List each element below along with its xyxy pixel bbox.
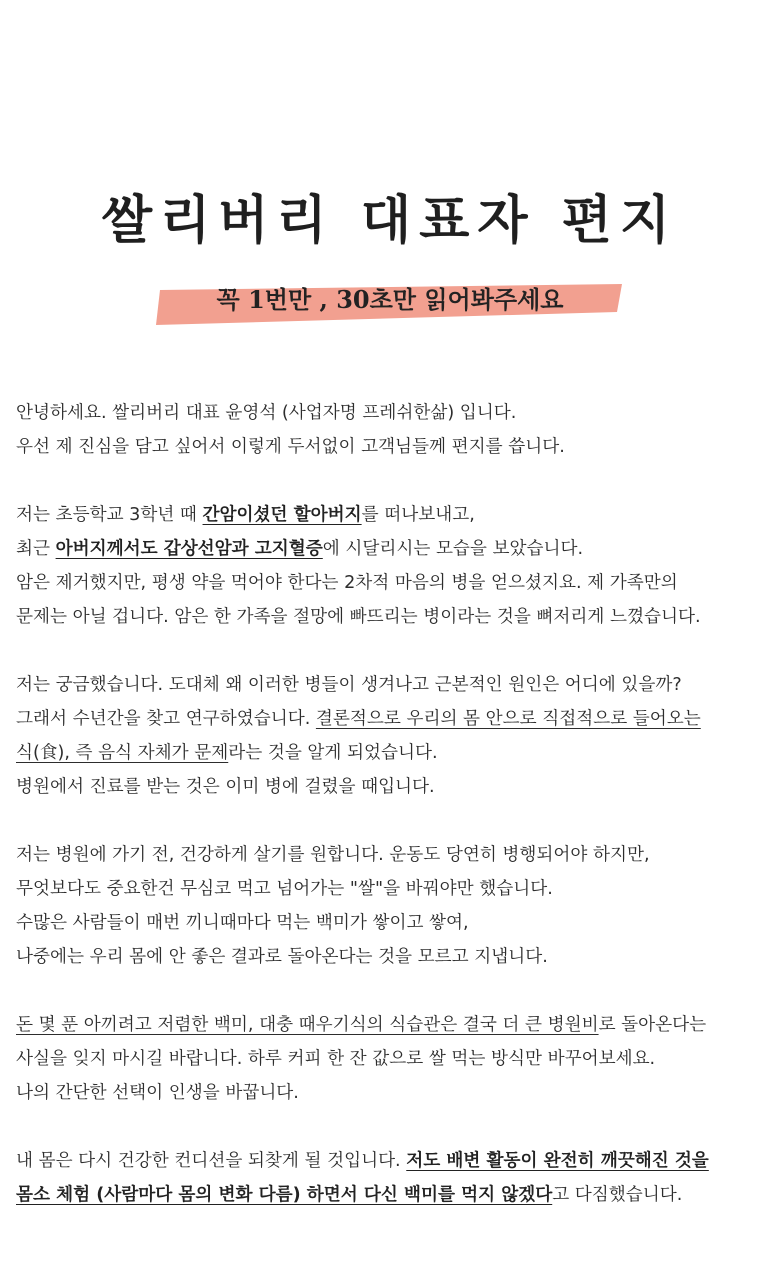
letter-line: 사실을 잊지 마시길 바랍니다. 하루 커피 한 잔 값으로 쌀 먹는 방식만 바꾸어보세요. [16,1049,656,1069]
text-run: 내 몸은 다시 건강한 컨디션을 되찾게 될 것입니다. [16,1151,407,1171]
letter-line [16,498,776,532]
letter-line [16,1178,776,1212]
letter-body [16,396,776,1212]
letter-line: 문제는 아닐 겁니다. 암은 한 가족을 절망에 빠뜨리는 병이라는 것을 뼈저리게 느꼈습니다. [16,607,701,627]
text-run: 그래서 수년간을 찾고 연구하였습니다. [16,709,316,729]
letter-line [16,702,776,736]
letter-line: 나의 간단한 선택이 인생을 바꿉니다. [16,1083,299,1103]
emphasis-text: 간암이셨던 할아버지 [202,505,362,525]
text-run: 저는 초등학교 3학년 때 [16,505,203,525]
letter-line: 저는 궁금했습니다. 도대체 왜 이러한 병들이 생겨나고 근본적인 원인은 어디에 있을까? [16,675,682,695]
letter-line: 우선 제 진심을 담고 싶어서 이렇게 두서없이 고객님들께 편지를 씁니다. [16,437,565,457]
subtitle-banner [0,282,780,328]
text-run: 를 떠나보내고, [361,505,475,525]
letter-line [16,1144,776,1178]
letter-line: 나중에는 우리 몸에 안 좋은 결과로 돌아온다는 것을 모르고 지냅니다. [16,947,548,967]
letter-line: 병원에서 진료를 받는 것은 이미 병에 걸렸을 때입니다. [16,777,435,797]
letter-line: 안녕하세요. 쌀리버리 대표 윤영석 (사업자명 프레쉬한삶) 입니다. [16,403,517,423]
text-run: 라는 것을 알게 되었습니다. [228,743,438,763]
emphasis-text: 몸소 체험 (사람마다 몸의 변화 다름) 하면서 다신 백미를 먹지 않겠다 [16,1185,553,1205]
letter-line [16,736,776,770]
page-subtitle: 꼭 1번만 , 30초만 읽어봐주세요 [216,285,564,314]
letter-line [16,532,776,566]
underlined-text: 돈 몇 푼 아끼려고 저렴한 백미, 대충 때우기식의 식습관은 결국 더 큰 병원비 [16,1015,599,1035]
letter-line: 무엇보다도 중요한건 무심코 먹고 넘어가는 "쌀"을 바꿔야만 했습니다. [16,879,553,899]
text-run: 고 다짐했습니다. [552,1185,683,1205]
text-run: 에 시달리시는 모습을 보았습니다. [322,539,584,559]
letter-line: 수많은 사람들이 매번 끼니때마다 먹는 백미가 쌓이고 쌓여, [16,913,469,933]
underlined-text: 식(食), 즉 음식 자체가 문제 [16,743,229,763]
page-title: 쌀리버리 대표자 편지 [101,190,679,251]
letter-line: 암은 제거했지만, 평생 약을 먹어야 한다는 2차적 마음의 병을 얻으셨지요. 제 가족만의 [16,573,678,593]
letter-line [16,1008,776,1042]
emphasis-text: 아버지께서도 갑상선암과 고지혈증 [55,539,323,559]
underlined-text: 결론적으로 우리의 몸 안으로 직접적으로 들어오는 [315,709,701,729]
text-run: 로 돌아온다는 [598,1015,707,1035]
emphasis-text: 저도 배변 활동이 완전히 깨끗해진 것을 [406,1151,709,1171]
text-run: 최근 [16,539,56,559]
letter-line: 저는 병원에 가기 전, 건강하게 살기를 원합니다. 운동도 당연히 병행되어야 하지만, [16,845,650,865]
